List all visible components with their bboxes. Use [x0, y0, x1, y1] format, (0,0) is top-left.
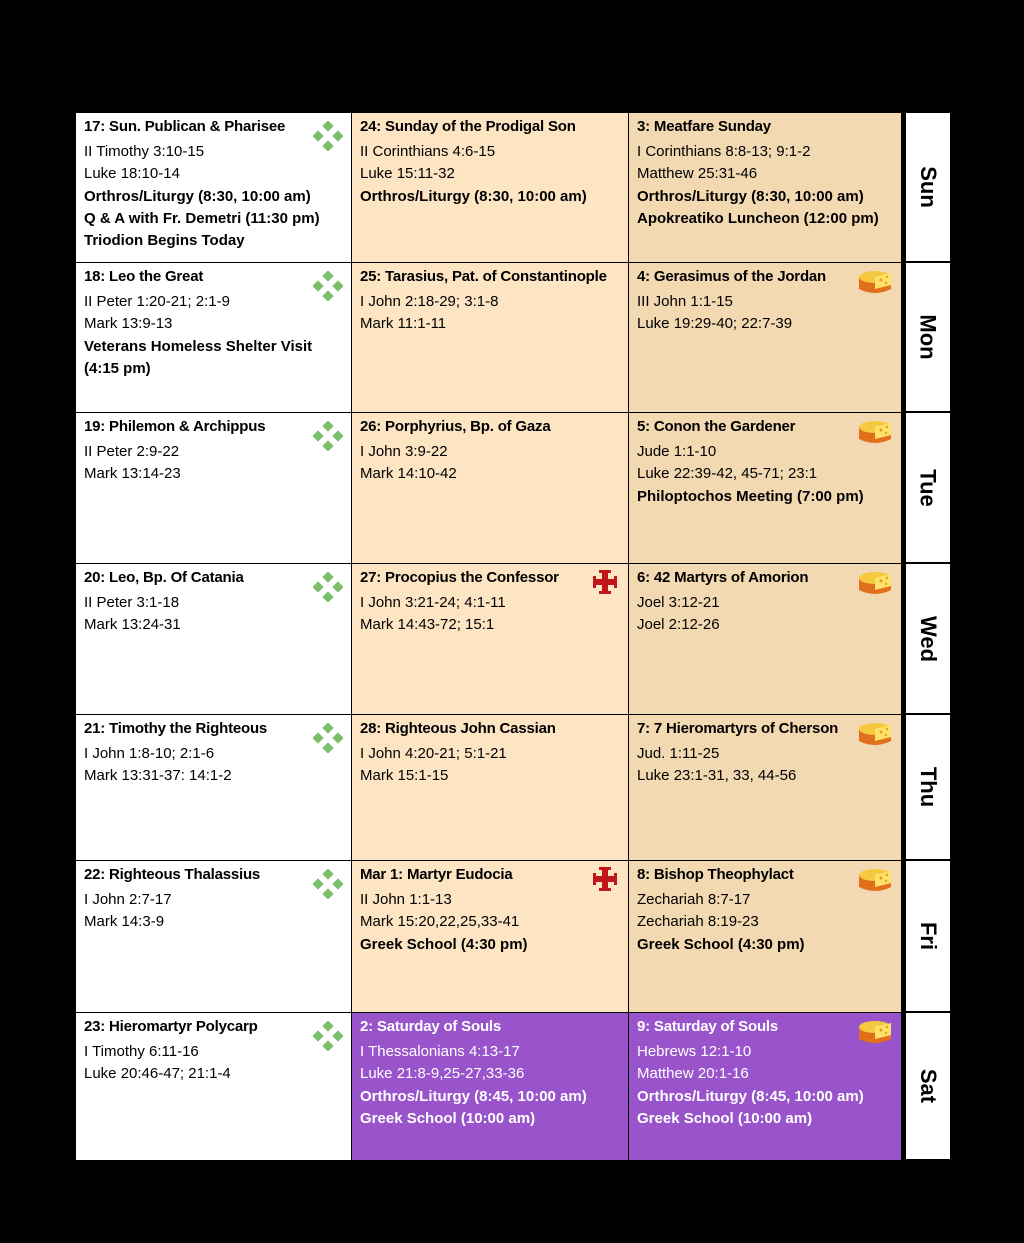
cheese-icon [857, 419, 893, 447]
reading-line: Luke 21:8-9,25-27,33-36 [360, 1065, 525, 1083]
reading-line: II Peter 2:9-22 [84, 443, 180, 460]
reading-line: Jud. 1:11-25 [637, 745, 720, 762]
day-title: 17: Sun. Publican & Pharisee [84, 118, 286, 135]
cheese-icon [857, 269, 893, 297]
reading-line: Luke 22:39-42, 45-71; 23:1 [637, 465, 818, 483]
weekday-label: Sat [916, 1068, 941, 1104]
day-title: 8: Bishop Theophylact [637, 866, 794, 883]
day-cell [352, 861, 629, 1013]
reading-line: III John 1:1-15 [637, 293, 733, 310]
day-cell [76, 413, 352, 564]
reading-line: II Peter 1:20-21; 2:1-9 [84, 293, 230, 310]
day-title: 6: 42 Martyrs of Amorion [637, 569, 809, 586]
reading-line: Joel 2:12-26 [637, 616, 720, 634]
day-title: Mar 1: Martyr Eudocia [360, 866, 513, 883]
day-title: 9: Saturday of Souls [637, 1018, 779, 1035]
day-cell [629, 861, 902, 1013]
reading-line: I John 2:7-17 [84, 891, 172, 908]
reading-line: I Thessalonians 4:13-17 [360, 1043, 520, 1060]
reading-line: Mark 14:43-72; 15:1 [360, 616, 495, 634]
weekday-label: Fri [916, 921, 941, 951]
day-cell [629, 413, 902, 564]
green-clover-icon [313, 1021, 343, 1051]
reading-line: Mark 11:1-11 [360, 315, 447, 333]
day-title: 18: Leo the Great [84, 268, 204, 285]
weekday-label: Mon [916, 314, 942, 360]
weekday-column [906, 113, 950, 1161]
reading-line: Mark 15:20,22,25,33-41 [360, 913, 520, 931]
cheese-icon [857, 570, 893, 598]
day-title: 19: Philemon & Archippus [84, 418, 266, 435]
event-line: Philoptochos Meeting (7:00 pm) [637, 487, 864, 505]
weekday-label: Wed [916, 615, 942, 662]
day-title: 26: Porphyrius, Bp. of Gaza [360, 418, 551, 435]
event-line: Orthros/Liturgy (8:45, 10:00 am) [360, 1087, 587, 1105]
reading-line: I John 4:20-21; 5:1-21 [360, 745, 507, 762]
day-cell [352, 113, 629, 263]
calendar-grid [76, 113, 902, 1161]
event-line: Greek School (10:00 am) [637, 1109, 813, 1127]
day-title: 7: 7 Hieromartyrs of Cherson [637, 720, 839, 737]
day-cell [629, 564, 902, 715]
reading-line: I John 3:21-24; 4:1-11 [360, 594, 506, 611]
reading-line: I Timothy 6:11-16 [84, 1043, 199, 1060]
weekday-label-cell [906, 715, 950, 861]
weekday-label: Thu [915, 766, 941, 808]
reading-line: Zechariah 8:7-17 [637, 891, 751, 908]
reading-line: Luke 15:11-32 [360, 165, 455, 183]
day-title: 22: Righteous Thalassius [84, 866, 261, 883]
day-cell [352, 1013, 629, 1161]
day-cell [629, 263, 902, 413]
green-clover-icon [313, 572, 343, 602]
day-title: 23: Hieromartyr Polycarp [84, 1018, 258, 1035]
day-title: 5: Conon the Gardener [637, 418, 796, 435]
day-cell [629, 715, 902, 861]
reading-line: Hebrews 12:1-10 [637, 1043, 752, 1060]
reading-line: Jude 1:1-10 [637, 443, 717, 460]
day-cell [352, 413, 629, 564]
reading-line: Luke 20:46-47; 21:1-4 [84, 1065, 231, 1083]
reading-line: Matthew 20:1-16 [637, 1065, 749, 1083]
event-line: Orthros/Liturgy (8:30, 10:00 am) [637, 187, 864, 205]
day-title: 25: Tarasius, Pat. of Constantinople [360, 268, 607, 285]
day-cell [76, 113, 352, 263]
day-title: 3: Meatfare Sunday [637, 118, 771, 135]
day-cell [76, 263, 352, 413]
cheese-icon [857, 721, 893, 749]
day-title: 27: Procopius the Confessor [360, 569, 559, 586]
weekday-label-cell [906, 413, 950, 564]
day-cell [76, 1013, 352, 1161]
day-cell [76, 861, 352, 1013]
day-title: 24: Sunday of the Prodigal Son [360, 118, 576, 135]
day-cell [352, 564, 629, 715]
reading-line: Luke 18:10-14 [84, 165, 180, 183]
green-clover-icon [313, 271, 343, 301]
reading-line: Mark 15:1-15 [360, 767, 449, 785]
day-title: 4: Gerasimus of the Jordan [637, 268, 827, 285]
weekday-label: Sun [916, 166, 941, 208]
reading-line: Mark 14:3-9 [84, 913, 165, 931]
reading-line: Luke 23:1-31, 33, 44-56 [637, 767, 797, 785]
reading-line: I John 2:18-29; 3:1-8 [360, 293, 499, 310]
green-clover-icon [313, 121, 343, 151]
reading-line: Mark 13:31-37: 14:1-2 [84, 767, 232, 785]
day-cell [629, 1013, 902, 1161]
reading-line: Joel 3:12-21 [637, 594, 720, 611]
red-cross-icon [592, 866, 618, 892]
event-line: Orthros/Liturgy (8:45, 10:00 am) [637, 1087, 864, 1105]
green-clover-icon [313, 723, 343, 753]
reading-line: I John 1:8-10; 2:1-6 [84, 745, 215, 762]
reading-line: Zechariah 8:19-23 [637, 913, 759, 931]
event-line: Triodion Begins Today [84, 232, 245, 250]
reading-line: II Timothy 3:10-15 [84, 143, 205, 160]
day-cell [76, 715, 352, 861]
cheese-icon [857, 867, 893, 895]
event-line: Apokreatiko Luncheon (12:00 pm) [637, 209, 879, 227]
weekday-label-cell [906, 1013, 950, 1161]
reading-line: II Peter 3:1-18 [84, 594, 180, 611]
reading-line: II John 1:1-13 [360, 891, 452, 908]
weekday-label-cell [906, 113, 950, 263]
day-title: 20: Leo, Bp. Of Catania [84, 569, 244, 586]
day-title: 2: Saturday of Souls [360, 1018, 502, 1035]
reading-line: Luke 19:29-40; 22:7-39 [637, 315, 793, 333]
day-cell [352, 263, 629, 413]
reading-line: II Corinthians 4:6-15 [360, 143, 496, 160]
cheese-icon [857, 1019, 893, 1047]
reading-line: I Corinthians 8:8-13; 9:1-2 [637, 143, 811, 160]
event-line: Orthros/Liturgy (8:30, 10:00 am) [360, 187, 587, 205]
day-title: 28: Righteous John Cassian [360, 720, 556, 737]
green-clover-icon [313, 869, 343, 899]
event-line: Greek School (10:00 am) [360, 1109, 536, 1127]
weekday-label-cell [906, 263, 950, 413]
day-cell [352, 715, 629, 861]
reading-line: Mark 13:9-13 [84, 315, 173, 333]
green-clover-icon [313, 421, 343, 451]
weekday-label-cell [906, 564, 950, 715]
reading-line: Mark 14:10-42 [360, 465, 457, 483]
event-line: Greek School (4:30 pm) [637, 935, 805, 953]
reading-line: Mark 13:14-23 [84, 465, 181, 483]
day-cell [76, 564, 352, 715]
event-line: Q & A with Fr. Demetri (11:30 pm) [84, 209, 320, 227]
red-cross-icon [592, 569, 618, 595]
weekday-label: Tue [915, 468, 941, 507]
reading-line: I John 3:9-22 [360, 443, 448, 460]
day-cell [629, 113, 902, 263]
event-line: Greek School (4:30 pm) [360, 935, 528, 953]
event-line: Veterans Homeless Shelter Visit (4:15 pm) [84, 337, 313, 377]
reading-line: Mark 13:24-31 [84, 616, 181, 634]
reading-line: Matthew 25:31-46 [637, 165, 758, 183]
event-line: Orthros/Liturgy (8:30, 10:00 am) [84, 187, 311, 205]
weekday-label-cell [906, 861, 950, 1013]
day-title: 21: Timothy the Righteous [84, 720, 268, 737]
